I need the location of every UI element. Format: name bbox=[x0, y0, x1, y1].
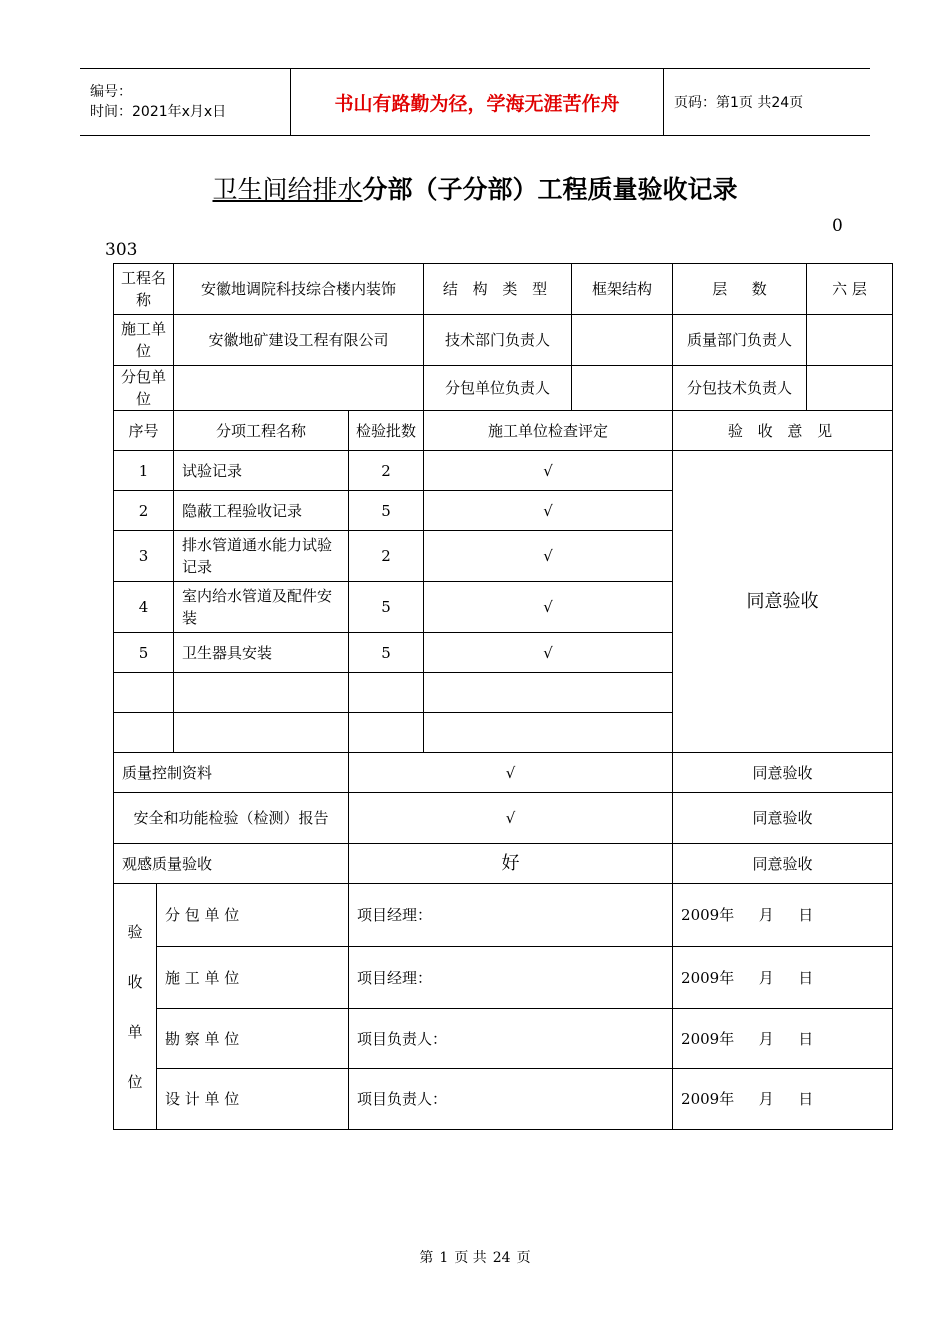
sub-tech bbox=[807, 366, 893, 411]
project-name-label: 工程名称 bbox=[114, 264, 174, 315]
quality-head-label: 质量部门负责人 bbox=[673, 315, 807, 366]
item-batches: 2 bbox=[349, 531, 424, 582]
footer-page: 1 bbox=[439, 1250, 449, 1266]
item-check: √ bbox=[424, 582, 673, 633]
item-batches: 2 bbox=[349, 451, 424, 491]
footer-prefix: 第 bbox=[419, 1250, 434, 1266]
page-header bbox=[80, 68, 870, 136]
structure-value: 框架结构 bbox=[572, 264, 673, 315]
signoff-unit: 设 计 单 位 bbox=[157, 1069, 349, 1130]
signoff-row bbox=[114, 947, 893, 1009]
quality-head bbox=[807, 315, 893, 366]
tech-head-label: 技术部门负责人 bbox=[424, 315, 572, 366]
summary-label: 观感质量验收 bbox=[114, 844, 349, 884]
title-underlined: 卫生间给排水 bbox=[212, 175, 363, 204]
footer-mid: 页 共 bbox=[454, 1250, 487, 1266]
signoff-row bbox=[114, 1009, 893, 1069]
contractor-label: 施工单位 bbox=[114, 315, 174, 366]
info-row-2 bbox=[114, 315, 893, 366]
col-check: 施工单位检查评定 bbox=[424, 411, 673, 451]
signoff-unit: 施 工 单 位 bbox=[157, 947, 349, 1009]
item-check: √ bbox=[424, 451, 673, 491]
summary-label: 安全和功能检验（检测）报告 bbox=[114, 793, 349, 844]
acceptance-units-label bbox=[114, 884, 157, 1130]
footer-total: 24 bbox=[492, 1250, 511, 1266]
side-char: 单 bbox=[127, 1022, 143, 1041]
signoff-role: 项目经理： bbox=[349, 947, 673, 1009]
items-header-row bbox=[114, 411, 893, 451]
item-batches: 5 bbox=[349, 582, 424, 633]
page-footer bbox=[0, 1247, 950, 1267]
signoff-date: 2009年 月 日 bbox=[673, 947, 893, 1009]
side-char: 验 bbox=[127, 922, 143, 941]
contractor: 安徽地矿建设工程有限公司 bbox=[174, 315, 424, 366]
sub-head bbox=[572, 366, 673, 411]
signoff-row bbox=[114, 884, 893, 947]
item-name: 试验记录 bbox=[174, 451, 349, 491]
floors-label: 层 数 bbox=[673, 264, 807, 315]
side-char: 位 bbox=[127, 1072, 143, 1091]
item-no: 3 bbox=[114, 531, 174, 582]
summary-check: √ bbox=[349, 753, 673, 793]
signoff-role: 项目负责人： bbox=[349, 1069, 673, 1130]
summary-row bbox=[114, 793, 893, 844]
project-name: 安徽地调院科技综合楼内装饰 bbox=[174, 264, 424, 315]
table-row bbox=[114, 451, 893, 491]
footer-suffix: 页 bbox=[516, 1250, 531, 1266]
info-row-1 bbox=[114, 264, 893, 315]
motto: 书山有路勤为径，学海无涯苦作舟 bbox=[291, 69, 664, 136]
sub-value bbox=[174, 366, 424, 411]
summary-row bbox=[114, 753, 893, 793]
sub-label: 分包单位 bbox=[114, 366, 174, 411]
info-row-3 bbox=[114, 366, 893, 411]
time-label: 时间：2021年x月x日 bbox=[90, 104, 227, 120]
header-meta bbox=[80, 69, 291, 136]
acceptance-table bbox=[113, 263, 893, 1130]
signoff-date: 2009年 月 日 bbox=[673, 1069, 893, 1130]
floors-value: 六 层 bbox=[807, 264, 893, 315]
item-no: 2 bbox=[114, 491, 174, 531]
item-no: 1 bbox=[114, 451, 174, 491]
items-opinion: 同意验收 bbox=[673, 451, 893, 753]
item-name: 卫生器具安装 bbox=[174, 633, 349, 673]
summary-opinion: 同意验收 bbox=[673, 793, 893, 844]
summary-row bbox=[114, 844, 893, 884]
signoff-role: 项目经理： bbox=[349, 884, 673, 947]
item-check: √ bbox=[424, 531, 673, 582]
summary-opinion: 同意验收 bbox=[673, 753, 893, 793]
item-no: 5 bbox=[114, 633, 174, 673]
item-no: 4 bbox=[114, 582, 174, 633]
structure-label: 结 构 类 型 bbox=[424, 264, 572, 315]
item-batches: 5 bbox=[349, 491, 424, 531]
col-no: 序号 bbox=[114, 411, 174, 451]
summary-check: 好 bbox=[349, 844, 673, 884]
side-char: 收 bbox=[127, 972, 143, 991]
item-name: 排水管道通水能力试验记录 bbox=[174, 531, 349, 582]
summary-label: 质量控制资料 bbox=[114, 753, 349, 793]
signoff-date: 2009年 月 日 bbox=[673, 884, 893, 947]
title-rest: 分部（子分部）工程质量验收记录 bbox=[362, 175, 738, 204]
form-code-1: 0 bbox=[832, 216, 843, 236]
col-name: 分项工程名称 bbox=[174, 411, 349, 451]
item-name: 隐蔽工程验收记录 bbox=[174, 491, 349, 531]
summary-check: √ bbox=[349, 793, 673, 844]
sub-tech-label: 分包技术负责人 bbox=[673, 366, 807, 411]
signoff-date: 2009年 月 日 bbox=[673, 1009, 893, 1069]
signoff-row bbox=[114, 1069, 893, 1130]
item-check: √ bbox=[424, 491, 673, 531]
page-info: 页码：第1页 共24页 bbox=[664, 69, 871, 136]
item-name: 室内给水管道及配件安装 bbox=[174, 582, 349, 633]
signoff-unit: 勘 察 单 位 bbox=[157, 1009, 349, 1069]
item-check: √ bbox=[424, 633, 673, 673]
number-label: 编号： bbox=[90, 84, 132, 100]
sub-head-label: 分包单位负责人 bbox=[424, 366, 572, 411]
summary-opinion: 同意验收 bbox=[673, 844, 893, 884]
col-batches: 检验批数 bbox=[349, 411, 424, 451]
tech-head bbox=[572, 315, 673, 366]
col-opinion: 验 收 意 见 bbox=[673, 411, 893, 451]
signoff-unit: 分 包 单 位 bbox=[157, 884, 349, 947]
form-code-2: 303 bbox=[105, 240, 138, 260]
signoff-role: 项目负责人： bbox=[349, 1009, 673, 1069]
item-batches: 5 bbox=[349, 633, 424, 673]
document-title bbox=[0, 170, 950, 206]
